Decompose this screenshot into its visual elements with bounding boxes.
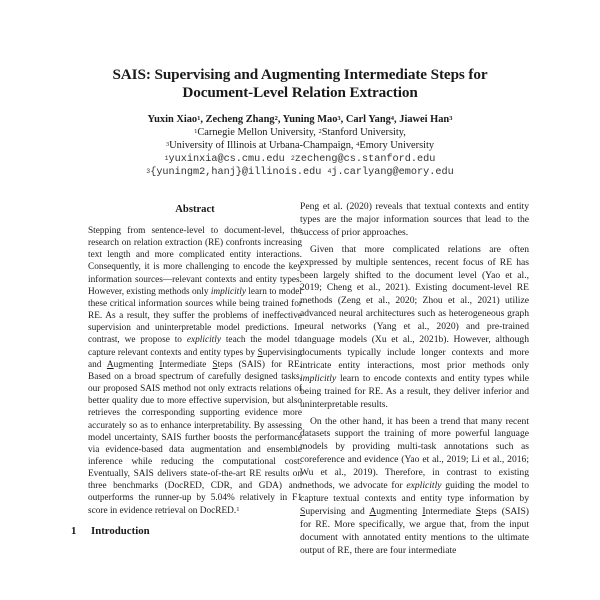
affiliation-mark: 4 [327,167,332,175]
acronym-letter: S [257,347,263,358]
affiliation-mark: 2 [290,154,295,162]
abstract-heading: Abstract [175,204,215,215]
abstract-paragraph [88,225,302,517]
section-title: Introduction [91,524,150,537]
email-address[interactable]: j.carlyang@emory.edu [331,166,454,178]
emphasis-text: explicitly [406,480,442,492]
acronym-letter: I [422,505,426,517]
body-text: teps [481,505,497,517]
acronym-letter: A [369,505,377,517]
emails-line-1 [60,153,540,166]
email-address[interactable]: {yuningm2,hanj}@illinois.edu [150,166,328,178]
abstract-text: teach the model to capture relevant contexts and entity types by [88,335,302,358]
right-column [300,201,529,557]
affiliation-text: Emory University [359,140,435,152]
affiliation-mark: 3 [337,115,341,122]
abstract-text: (SAIS) for RE. Based on a broad spectrum of carefully designed tasks, our proposed SAIS method not only extracts relations of better quality due to more effective supervision, but also retrieves the corresponding supporting evidence more accurately so as to enhance interpretability. By assessing model uncertainty, SAIS further boosts the performance via evidence-based data augmentation and ensemble inference while reducing the computational cost. Eventually, SAIS delivers state-of-the-art RE results on three benchmarks (DocRED, CDR, and GDA) and outperforms the runner-up by 5.04% relatively in F1 score in evidence retrieval on DocRED. [88,359,302,516]
author-name: Yuning Mao [282,114,338,125]
affiliation-mark: 1 [197,115,201,122]
author-name: Carl Yang [345,114,391,125]
affiliation-text: Carnegie Mellon University, [197,127,319,139]
body-text: ugmenting [376,505,423,517]
affiliation-mark: 3 [165,141,170,149]
abstract-text: upervising and [88,347,302,370]
body-text: On the other hand, it has been a trend that many recent datasets support the training of more powerful language models by providing multi-task annotations such as coreference and evidence (Yao et al., 2019; Li et al., 2016; Wu et al., 2019). Therefore, in contrast to existing methods, we advocate for [300,415,529,492]
emphasis-text: implicitly [300,372,337,384]
body-paragraph [300,244,529,412]
body-text: upervising and [305,505,370,517]
author-name: Jiawei Han [399,114,450,125]
footnote-mark[interactable]: 1 [236,505,240,513]
affiliation-mark: 2 [318,128,322,136]
acronym-letter: A [106,359,114,370]
email-address[interactable]: yuxinxia@cs.cmu.edu [168,153,291,165]
section-heading-introduction [71,524,302,538]
title-line-1: SAIS: Supervising and Augmenting Intermediate Steps for [112,66,488,83]
email-address[interactable]: zecheng@cs.stanford.edu [294,153,436,165]
affiliation-mark: 1 [194,128,198,136]
left-column [71,203,302,538]
author-name: Zecheng Zhang [205,114,275,125]
affiliation-mark: 4 [390,115,395,122]
author-names: Yuxin Xiao$^1$, Zecheng Zhang$^2$, Yuning Mao$^3$, Carl Yang$^4$, Jiawei Han$^3$ [147,114,453,125]
affiliations-line-1 [60,126,540,139]
affiliation-mark: 3 [449,115,453,122]
body-text: (SAIS) for RE. More specifically, we argue that, from the input document with annotated entity mentions to the ultimate output of RE, there are four intermediate [300,505,529,556]
affiliation-text: Stanford University, [321,127,406,139]
body-paragraph [300,416,529,558]
emphasis-text: explicitly [186,335,221,346]
abstract-text: ugmenting [113,359,160,370]
acronym-letter: S [300,505,306,517]
section-number: 1 [71,524,77,537]
abstract-text: teps [217,359,233,370]
affiliation-mark: 2 [274,115,278,122]
emphasis-text: implicitly [210,286,246,297]
author-block [60,113,540,179]
emails-line-2 [60,166,540,179]
author-name: Yuxin Xiao [147,114,198,125]
body-text: guiding the model to capture textual contexts and entity type information by [300,480,529,504]
affiliation-mark: 3 [146,167,151,175]
abstract-body [88,225,302,517]
abstract-text: learn to model these critical information sources while being trained for RE. As a result, they suffer the problems of ineffective supervision and uninterpretable model predictions. In contrast, we propose to [88,286,302,346]
body-paragraph: Peng et al. (2020) reveals that textual contexts and entity types are the major information sources that lead to the success of prior approaches. [300,201,529,238]
acronym-letter: S [475,505,482,517]
title-line-2: Document-Level Relation Extraction [182,84,418,101]
affiliation-mark: 4 [356,141,360,149]
abstract-text: Stepping from sentence-level to document-level, the research on relation extraction (RE) confronts increasing text length and more complicated entity interactions. Consequently, it is more challenging to encode the key information sources—relevant contexts and entity types. However, existing methods only [88,226,302,297]
affiliation-mark: 1 [164,154,169,162]
body-text: Given that more complicated relations are often expressed by multiple sentences, recent focus of RE has been largely shifted to the document level (Yao et al., 2019; Cheng et al., 2021). Existing document-level RE methods (Zeng et al., 2020; Zhou et al., 2021) utilize advanced neural architectures such as heterogeneous graph neural networks (Yang et al., 2020) and pre-trained language models (Xu et al., 2021b). However, although documents typically include longer contexts and more intricate entity interactions, most prior methods only [300,243,529,371]
affiliation-text: University of Illinois at Urbana-Champaign, [169,140,357,152]
acronym-letter: I [159,359,163,370]
abstract-text: ntermediate [162,359,213,370]
body-text: ntermediate [425,505,476,517]
affiliations-line-2 [60,139,540,152]
body-text: learn to encode contexts and entity types while being trained for RE. As a result, they deliver inferior and uninterpretable results. [300,372,529,410]
acronym-letter: S [212,359,218,370]
paper-title [60,66,540,102]
